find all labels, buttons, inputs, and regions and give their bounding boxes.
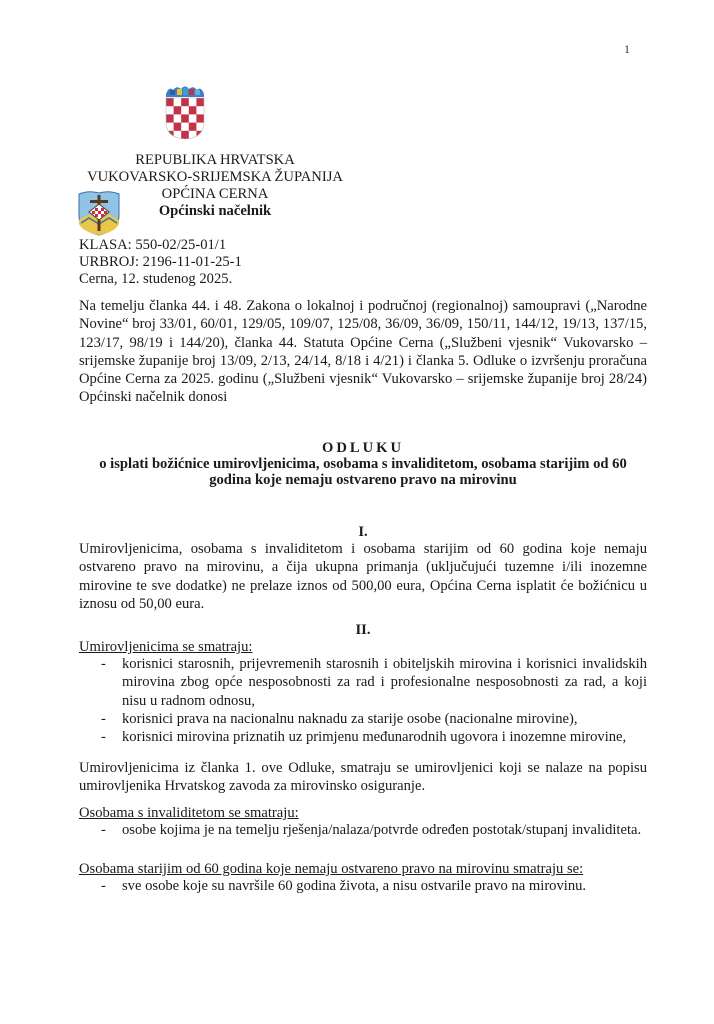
crown [166, 87, 204, 98]
title-main: ODLUKU [321, 440, 405, 456]
header-country: REPUBLIKA HRVATSKA [135, 152, 295, 168]
list-item: - sve osobe koje su navršile 60 godina života, a nisu ostvarile pravo na mirovinu. [101, 878, 587, 894]
pensioners-note: Umirovljenicima iz članka 1. ove Odluke, smatraju se umirovljenici koji se nalaze na popisu umirovljenika Hrvatskog zavoda za mirovinsko osiguranje. [79, 760, 647, 795]
croatian-coat-of-arms-icon [164, 84, 206, 140]
document-date: Cerna, 12. studenog 2025. [79, 271, 233, 287]
checkerboard [166, 98, 204, 140]
list-item: - korisnici mirovina priznatih uz primjenu međunarodnih ugovora i inozemne mirovine, [101, 729, 627, 746]
article-2-heading: II. [355, 622, 371, 638]
document-header [80, 152, 350, 220]
pensioners-heading: Umirovljenicima se smatraju: [79, 639, 253, 655]
list-item: - osobe kojima je na temelju rješenja/nalaza/potvrde određen postotak/stupanj invaliditeta. [101, 822, 642, 838]
disabled-list [79, 821, 647, 839]
dash-bullet: - [101, 729, 106, 746]
title-sub-line-1: o isplati božićnice umirovljenicima, osobama s invaliditetom, osobama starijim od 60 [99, 456, 627, 472]
preamble: Na temelju članka 44. i 48. Zakona o lokalnoj i područnoj (regionalnoj) samoupravi („Narodne Novine“ broj 33/01, 60/01, 129/05, 109/07, 125/08, 36/09, 36/09, 150/11, 144/12, 19/13, 137/15, 123/17, 98/19 i 144/20), članka 44. Statuta Općine Cerna („Službeni vjesnik“ Vukovarsko – srijemske županije broj 13/09, 2/13, 24/14, 8/18 i 4/21) i članka 5. Odluke o izvršenju proračuna Općine Cerna za 2025. godinu („Službeni vjesnik“ Vukovarsko – srijemske županije broj 28/24) Općinski načelnik donosi [79, 298, 647, 406]
header-office: Općinski načelnik [158, 203, 272, 219]
klasa: KLASA: 550-02/25-01/1 [79, 237, 227, 253]
elderly-list [79, 877, 647, 895]
dash-bullet: - [101, 656, 106, 672]
page-number: 1 [624, 42, 630, 56]
dash-bullet: - [101, 710, 106, 727]
list-item: - korisnici starosnih, prijevremenih starosnih i obiteljskih mirovina i korisnici invalidskih mirovina zbog opće nesposobnosti za rad i profesionalne nesposobnosti za rad, a koji nisu u radnom odnosu, [101, 656, 647, 709]
article-1-text: Umirovljenicima, osobama s invaliditetom i osobama starijim od 60 godina koje nemaju ostvareno pravo na mirovinu, a čija ukupna primanja (uključujući tuzemne i/ili inozemne mirovine te sve dodatke) ne prelaze iznos od 500,00 eura, Općina Cerna isplatit će božićnicu u iznosu od 50,00 eura. [79, 541, 647, 612]
dash-bullet: - [101, 878, 106, 894]
document-meta [79, 237, 242, 288]
list-item: - korisnici prava na nacionalnu naknadu za starije osobe (nacionalne mirovine), [101, 710, 578, 727]
disabled-heading: Osobama s invaliditetom se smatraju: [79, 805, 299, 821]
article-1-heading: I. [358, 524, 368, 540]
pensioners-list [79, 655, 647, 746]
elderly-heading: Osobama starijim od 60 godina koje nemaju ostvareno pravo na mirovinu smatraju se: [79, 861, 584, 877]
urbroj: URBROJ: 2196-11-01-25-1 [79, 254, 242, 270]
title-sub-line-2: godina koje nemaju ostvareno pravo na mirovinu [209, 472, 517, 488]
header-municipality: OPĆINA CERNA [161, 186, 269, 202]
dash-bullet: - [101, 822, 106, 838]
decision-title [79, 440, 647, 488]
header-county: VUKOVARSKO-SRIJEMSKA ŽUPANIJA [87, 169, 343, 185]
